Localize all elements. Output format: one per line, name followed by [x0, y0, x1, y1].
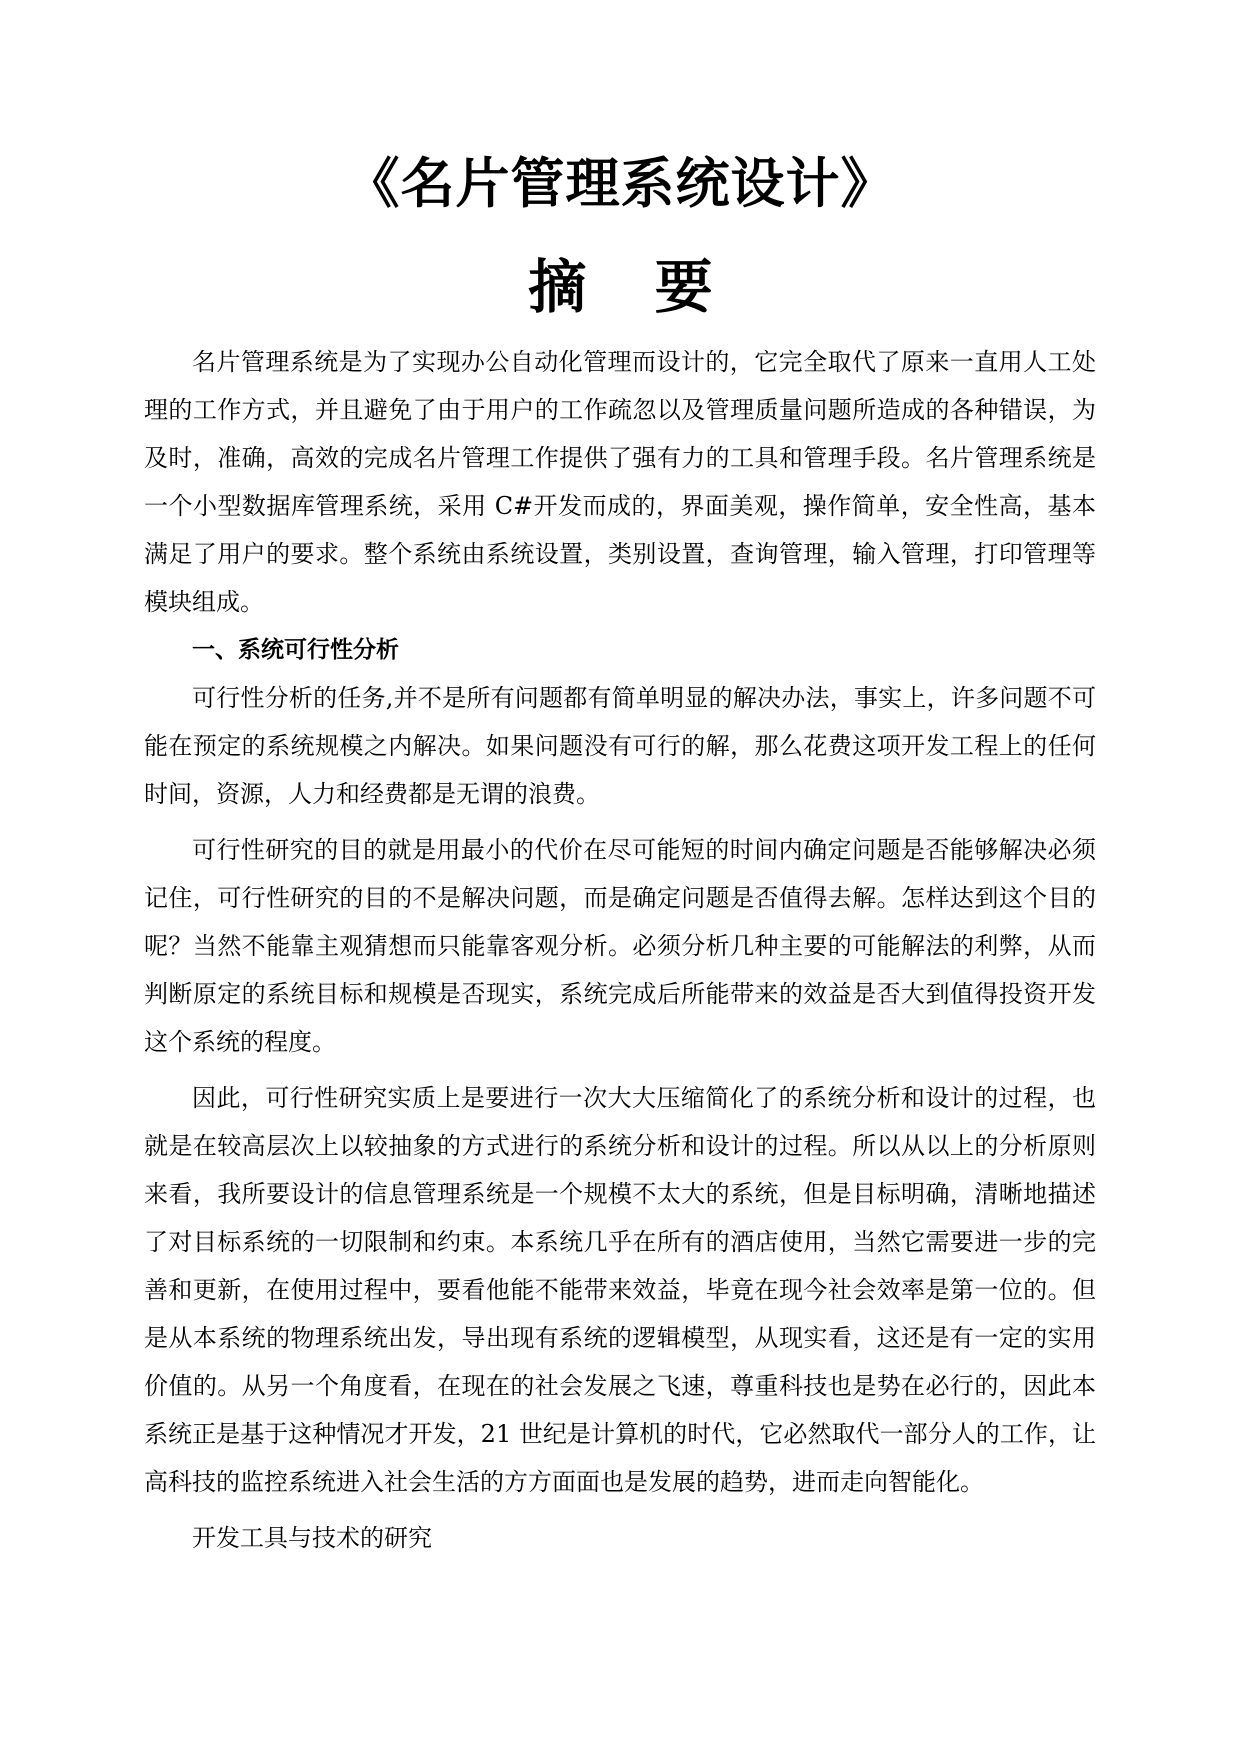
feasibility-paragraph-3: 因此，可行性研究实质上是要进行一次大大压缩简化了的系统分析和设计的过程，也就是在较高层次上以较抽象的方式进行的系统分析和设计的过程。所以从以上的分析原则来看，我所要设计的信息管理系统是一个规模不太大的系统，但是目标明确，清晰地描述了对目标系统的一切限制和约束。本系统几乎在所有的酒店使用，当然它需要进一步的完善和更新，在使用过程中，要看他能不能带来效益，毕竟在现今社会效率是第一位的。但是从本系统的物理系统出发，导出现有系统的逻辑模型，从现实看，这还是有一定的实用价值的。从另一个角度看，在现在的社会发展之飞速，尊重科技也是势在必行的，因此本系统正是基于这种情况才开发，21 世纪是计算机的时代，它必然取代一部分人的工作，让高科技的监控系统进入社会生活的方方面面也是发展的趋势，进而走向智能化。 [144, 1084, 1096, 1496]
section-heading-tools: 开发工具与技术的研究 [192, 1524, 432, 1552]
document-body [144, 338, 1096, 1562]
abstract-paragraph: 名片管理系统是为了实现办公自动化管理而设计的，它完全取代了原来一直用人工处理的工作方式，并且避免了由于用户的工作疏忽以及管理质量问题所造成的各种错误，为及时，准确，高效的完成名片管理工作提供了强有力的工具和管理手段。名片管理系统是一个小型数据库管理系统，采用 C#开发而成的，界面美观，操作简单，安全性高，基本满足了用户的要求。整个系统由系统设置，类别设置，查询管理，输入管理，打印管理等模块组成。 [144, 348, 1096, 616]
feasibility-paragraph-2: 可行性研究的目的就是用最小的代价在尽可能短的时间内确定问题是否能够解决必须记住，可行性研究的目的不是解决问题，而是确定问题是否值得去解。怎样达到这个目的呢？当然不能靠主观猜想而只能靠客观分析。必须分析几种主要的可能解法的利弊，从而判断原定的系统目标和规模是否现实，系统完成后所能带来的效益是否大到值得投资开发这个系统的程度。 [144, 836, 1096, 1056]
document-title: 《名片管理系统设计》 [345, 151, 896, 215]
abstract-heading: 摘 要 [528, 253, 737, 321]
feasibility-paragraph-1: 可行性分析的任务,并不是所有问题都有简单明显的解决办法，事实上，许多问题不可能在预定的系统规模之内解决。如果问题没有可行的解，那么花费这项开发工程上的任何时间，资源，人力和经费都是无谓的浪费。 [144, 684, 1096, 808]
section-heading-feasibility: 一、系统可行性分析 [192, 636, 399, 663]
